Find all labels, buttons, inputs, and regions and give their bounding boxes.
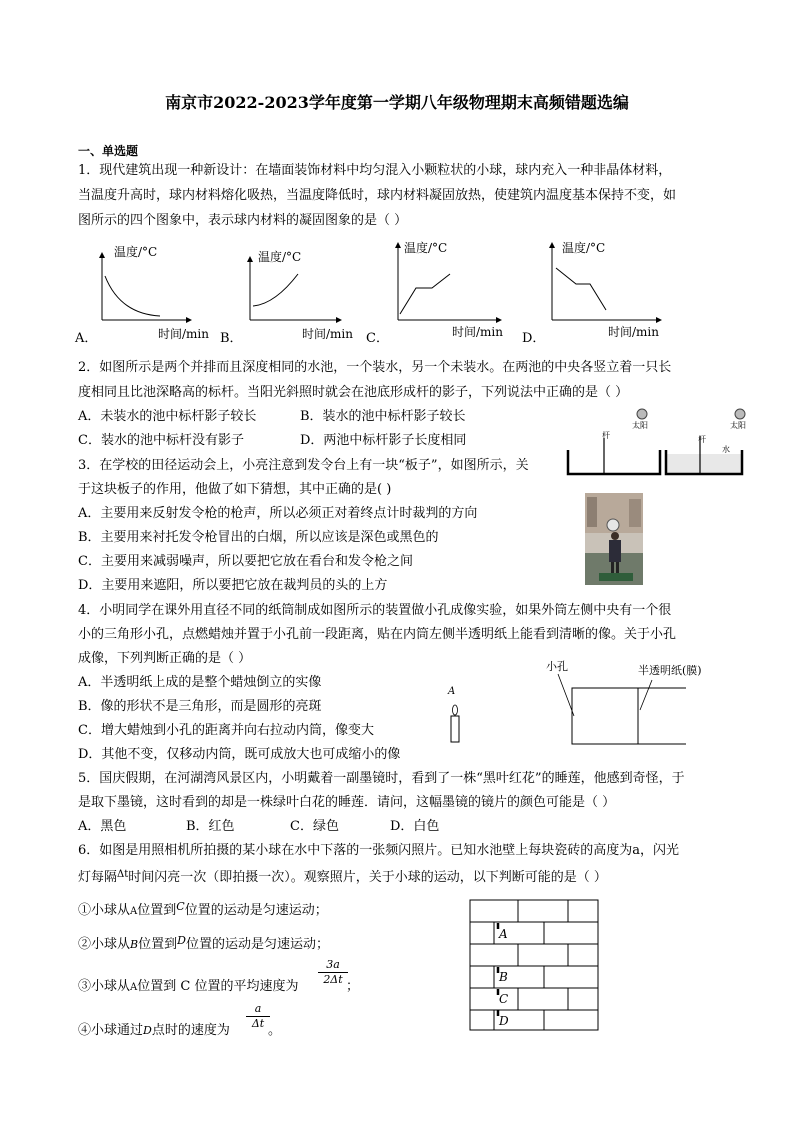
q3-option-c: C．主要用来减弱噪声，所以要把它放在看台和发令枪之间 [78, 554, 413, 569]
q1-graph-d [522, 240, 660, 346]
q2-water [666, 454, 742, 473]
q1-option-b: B． [220, 331, 243, 346]
section-heading: 一、单选题 [78, 144, 139, 158]
q1-graph-b-xlabel: 时间/min [302, 327, 353, 341]
q4-option-c: C．增大蜡烛到小孔的距离并向右拉动内筒，像变大 [78, 723, 374, 738]
q6-label-d: D [499, 1014, 509, 1028]
q4-candle [451, 716, 459, 742]
sun-icon [735, 409, 745, 419]
q2-pool-dry [568, 450, 660, 474]
q5-option-a: A．黑色 [78, 819, 127, 834]
q3-photo [585, 493, 643, 585]
q4-candle-label: A [448, 686, 456, 697]
q2-sun-right: 太阳 [730, 421, 746, 430]
q2-stem-line1: 2．如图所示是两个并排而且深度相同的水池，一个装水，另一个未装水。在两池的中央各竖立着一只长 [78, 360, 672, 375]
q3-stem-line2: 于这块板子的作用，他做了如下猜想，其中正确的是( ) [78, 482, 392, 497]
board [607, 519, 619, 531]
q5-stem-line1: 5．国庆假期，在河湖湾风景区内，小明戴着一副墨镜时，看到了一株“黑叶红花”的睡莲，他感到奇怪，于 [78, 771, 685, 786]
page-title: 南京市2022-2023学年度第一学期八年级物理期末高频错题选编 [165, 93, 629, 112]
q2-rod-left-label: 杆 [602, 431, 610, 440]
q1-graphs [70, 236, 690, 348]
q4-option-a: A．半透明纸上成的是整个蜡烛倒立的实像 [78, 675, 322, 690]
q4-paper-label: 半透明纸(膜) [638, 664, 702, 677]
q1-graph-c-ylabel: 温度/°C [404, 241, 448, 255]
q1-graph-b [220, 249, 353, 346]
q3-option-d: D．主要用来遮阳，所以要把它放在裁判员的头的上方 [78, 578, 388, 593]
q6-fraction-3: 3a 2Δt [318, 958, 348, 987]
q2-water-label: 水 [722, 445, 730, 454]
q1-stem-line1: 1．现代建筑出现一种新设计：在墙面装饰材料中均匀混入小颗粒状的小球，球内充入一种非晶体材料， [78, 163, 672, 178]
q2-option-a: A．未装水的池中标杆影子较长 [78, 409, 257, 424]
q2-sun-left: 太阳 [632, 421, 648, 430]
q6-stem-line1: 6．如图是用照相机所拍摄的某小球在水中下落的一张频闪照片。已知水池壁上每块瓷砖的高度为a，闪光 [78, 843, 680, 858]
q4-stem-line1: 4．小明同学在课外用直径不同的纸筒制成如图所示的装置做小孔成像实验，如果外筒左侧中央有一个很 [78, 603, 672, 618]
q3-stem-line1: 3．在学校的田径运动会上，小亮注意到发令台上有一块“板子”，如图所示，关 [78, 458, 529, 473]
q4-stem-line3: 成像，下列判断正确的是（ ） [78, 651, 252, 666]
q1-graph-c [366, 240, 503, 346]
q1-stem-line2: 当温度升高时，球内材料熔化吸热，当温度降低时，球内材料凝固放热，使建筑内温度基本保持不变，如 [78, 188, 677, 203]
q6-tile-wall-figure [468, 898, 602, 1034]
q6-label-c: C [499, 992, 509, 1006]
q5-option-d: D．白色 [390, 819, 440, 834]
q4-stem-line2: 小的三角形小孔，点燃蜡烛并置于小孔前一段距离，贴在内筒左侧半透明纸上能看到清晰的像。关于小孔 [78, 627, 677, 642]
q1-option-c: C． [366, 331, 389, 346]
q5-stem-line2: 是取下墨镜，这时看到的却是一株绿叶白花的睡莲．请问，这幅墨镜的镜片的颜色可能是（ ） [78, 795, 616, 810]
q6-fraction-4: a Δt [246, 1002, 270, 1031]
q2-pools-figure [560, 402, 760, 482]
q6-statement-4: ④小球通过D点时的速度为 [78, 1023, 230, 1038]
q6-statement-2: ②小球从B位置到$^D$位置的运动是匀速运动； [78, 934, 329, 952]
q1-option-d: D． [522, 331, 546, 346]
sun-icon [637, 409, 647, 419]
q1-graph-a-ylabel: 温度/°C [114, 245, 158, 259]
q6-statement-4-end: 。 [268, 1023, 282, 1038]
q6-label-a: A [499, 927, 508, 941]
q4-pinhole-figure [440, 650, 702, 750]
q2-rod-right-label: 杆 [698, 435, 706, 444]
q4-option-d: D．其他不变，仅移动内筒，既可成放大也可成缩小的像 [78, 747, 401, 762]
q1-graph-b-ylabel: 温度/°C [258, 250, 302, 264]
q1-graph-a [74, 244, 209, 346]
q3-option-b: B．主要用来衬托发令枪冒出的白烟，所以应该是深色或黑色的 [78, 530, 439, 545]
q1-graph-d-xlabel: 时间/min [608, 325, 659, 339]
q2-option-d: D．两池中标杆影子长度相同 [300, 433, 467, 448]
q4-option-b: B．像的形状不是三角形，而是圆形的亮斑 [78, 699, 322, 714]
q1-stem-line3: 图所示的四个图象中，表示球内材料的凝固图象的是（ ） [78, 213, 408, 228]
q3-option-a: A．主要用来反射发令枪的枪声，所以必须正对着终点计时裁判的方向 [78, 506, 478, 521]
q6-statement-3: ③小球从A位置到 C 位置的平均速度为 [78, 979, 299, 994]
q6-statement-1: ①小球从A位置到$^C$位置的运动是匀速运动； [78, 900, 328, 918]
q6-statement-3-end: ； [346, 979, 360, 994]
q4-outer-tube [572, 688, 686, 744]
q6-stem-line2: 灯每隔$^{\Delta t}$时间闪亮一次（即拍摄一次）。观察照片，关于小球的运动，以下判断可能的是（ ） [78, 869, 607, 885]
q4-hole-label: 小孔 [546, 660, 568, 673]
q1-graph-c-xlabel: 时间/min [452, 325, 503, 339]
q5-option-c: C．绿色 [290, 819, 339, 834]
q5-option-b: B．红色 [186, 819, 235, 834]
q1-option-a: A． [75, 331, 98, 346]
q2-option-c: C．装水的池中标杆没有影子 [78, 433, 244, 448]
q6-label-b: B [499, 970, 508, 984]
q1-graph-d-ylabel: 温度/°C [562, 241, 606, 255]
flame-icon [453, 705, 458, 715]
q2-stem-line2: 度相同且比池深略高的标杆。当阳光斜照时就会在池底形成杆的影子，下列说法中正确的是（ ） [78, 385, 629, 400]
q2-option-b: B．装水的池中标杆影子较长 [300, 409, 466, 424]
q1-graph-a-xlabel: 时间/min [158, 327, 209, 341]
